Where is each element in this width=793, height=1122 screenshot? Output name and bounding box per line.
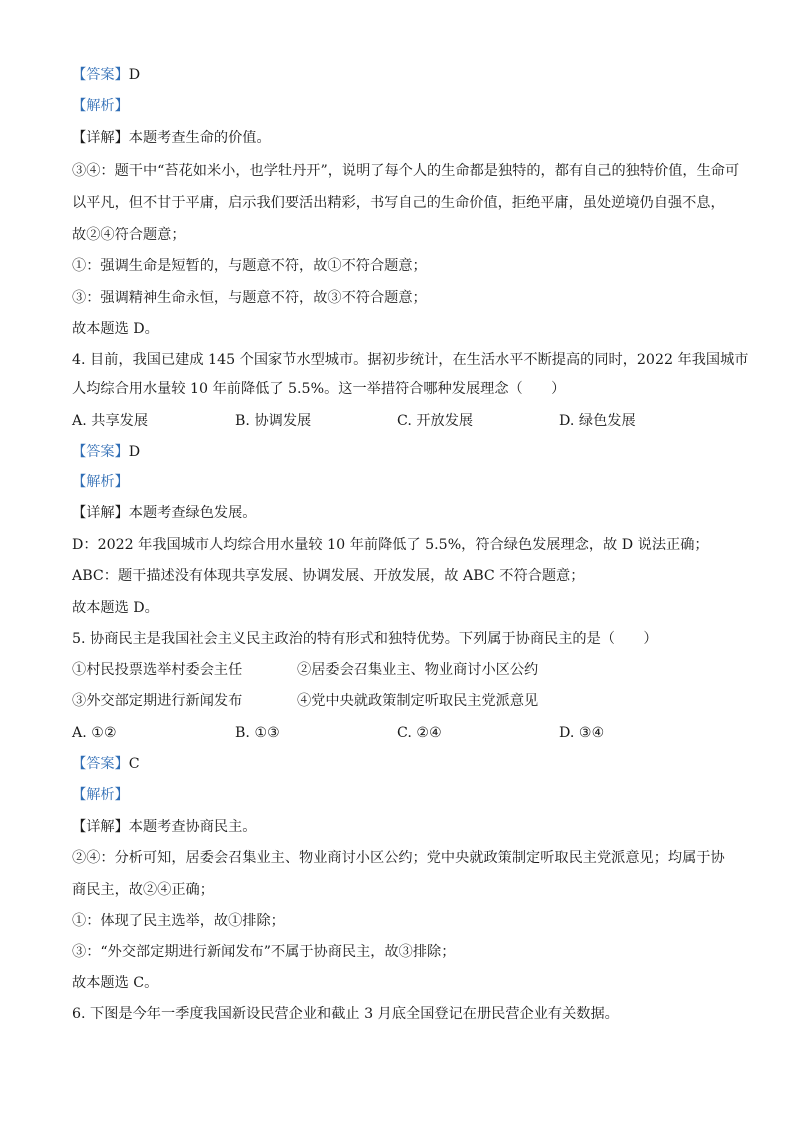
q3-detail-line [72, 128, 733, 148]
q4-conclusion: 故本题选 D。 [72, 600, 159, 616]
analysis-tag: 【解析】 [72, 98, 129, 114]
q4-option-b: B. 协调发展 [235, 413, 312, 429]
q3-para-line-1: ③④：题干中“苔花如米小，也学牡丹开”，说明了每个人的生命都是独特的，都有自己的独特价值，生命可 [72, 163, 740, 179]
q4-option-d: D. 绿色发展 [559, 413, 636, 429]
q5-option-b: B. ①③ [235, 725, 280, 741]
q4-options [72, 411, 732, 431]
detail-tag: 【详解】 [72, 505, 129, 521]
q5-explanation-3: ③：“外交部定期进行新闻发布”不属于协商民主，故③排除； [72, 944, 456, 960]
q5-item-3: ③外交部定期进行新闻发布 [72, 693, 243, 709]
q4-option-c: C. 开放发展 [397, 413, 474, 429]
q5-item-1: ①村民投票选举村委会主任 [72, 662, 243, 678]
q5-option-d: D. ③④ [559, 725, 605, 741]
detail-tag: 【详解】 [72, 130, 129, 146]
q5-answer-line [72, 754, 733, 774]
q3-conclusion: 故本题选 D。 [72, 321, 159, 337]
answer-tag: 【答案】 [72, 444, 129, 460]
analysis-tag: 【解析】 [72, 787, 129, 803]
q5-detail-line [72, 817, 733, 837]
q4-explanation-abc: ABC：题干描述没有体现共享发展、协调发展、开放发展，故 ABC 不符合题意； [72, 568, 585, 584]
answer-value: D [128, 67, 141, 83]
q5-para-line-1: ②④：分析可知，居委会召集业主、物业商讨小区公约；党中央就政策制定听取民主党派意见；均属于协 [72, 850, 725, 866]
q3-explanation-3: ③：强调精神生命永恒，与题意不符，故③不符合题意； [72, 290, 427, 306]
q5-conclusion: 故本题选 C。 [72, 975, 159, 991]
q5-option-a: A. ①② [72, 725, 117, 741]
q6-stem: 6. 下图是今年一季度我国新设民营企业和截止 3 月底全国登记在册民营企业有关数据。 [72, 1006, 619, 1022]
q4-analysis-line [72, 472, 733, 492]
detail-text: 本题考查协商民主。 [128, 819, 257, 835]
analysis-tag: 【解析】 [72, 474, 129, 490]
q5-para-line-2: 商民主，故②④正确； [72, 882, 214, 898]
q5-analysis-line [72, 785, 733, 805]
q4-stem-line-2: 人均综合用水量较 10 年前降低了 5.5%。这一举措符合哪种发展理念（ ） [72, 381, 566, 397]
q3-para-line-2: 以平凡，但不甘于平庸，启示我们要活出精彩，书写自己的生命价值，拒绝平庸，虽处逆境仍自强不息， [72, 195, 725, 211]
q4-explanation-d: D：2022 年我国城市人均综合用水量较 10 年前降低了 5.5%，符合绿色发展理念，故 D 说法正确； [72, 537, 709, 553]
answer-value: C [128, 756, 140, 772]
detail-text: 本题考查绿色发展。 [128, 505, 257, 521]
q5-explanation-1: ①：体现了民主选举，故①排除； [72, 913, 285, 929]
q3-para-line-3: 故②④符合题意； [72, 227, 186, 243]
q4-answer-line [72, 442, 733, 462]
q5-items-row-2 [72, 691, 732, 711]
detail-tag: 【详解】 [72, 819, 129, 835]
q3-answer-line [72, 65, 733, 85]
detail-text: 本题考查生命的价值。 [128, 130, 271, 146]
q3-explanation-1: ①：强调生命是短暂的，与题意不符，故①不符合题意； [72, 258, 427, 274]
q3-analysis-line [72, 96, 733, 116]
q5-option-c: C. ②④ [397, 725, 442, 741]
q5-item-4: ④党中央就政策制定听取民主党派意见 [297, 693, 539, 709]
q4-stem-line-1: 4. 目前，我国已建成 145 个国家节水型城市。据初步统计，在生活水平不断提高的同时，2022 年我国城市 [72, 352, 749, 368]
q5-options [72, 723, 732, 743]
answer-tag: 【答案】 [72, 67, 129, 83]
answer-tag: 【答案】 [72, 756, 129, 772]
q4-detail-line [72, 503, 733, 523]
q5-item-2: ②居委会召集业主、物业商讨小区公约 [297, 662, 539, 678]
q5-items-row-1 [72, 660, 732, 680]
answer-value: D [128, 444, 141, 460]
q5-stem: 5. 协商民主是我国社会主义民主政治的特有形式和独特优势。下列属于协商民主的是（ ） [72, 631, 658, 647]
q4-option-a: A. 共享发展 [72, 413, 149, 429]
